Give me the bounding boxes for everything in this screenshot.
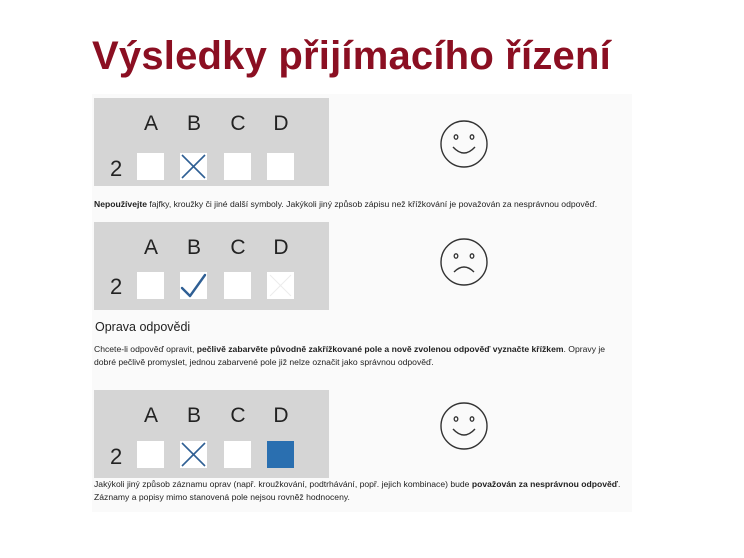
note-correction: Chcete-li odpověď opravit, pečlivě zabarvěte původně zakřížkované pole a nově zvolenou odpověď vyznačte křížkem. Opravy je dobré pečlivě promyslet, jednou zabarvené pole již nelze označit jako správnou odpověď. — [94, 344, 606, 367]
answer-box-a — [137, 272, 164, 299]
column-label-d: D — [273, 404, 289, 427]
column-label-a: A — [143, 236, 158, 259]
column-label-a: A — [143, 112, 158, 135]
question-number: 2 — [110, 156, 123, 181]
answer-box-a — [137, 441, 164, 468]
instructions-figure — [92, 94, 632, 512]
sad-face-icon — [438, 236, 490, 288]
answer-example-2 — [94, 222, 329, 310]
column-label-c: C — [230, 236, 246, 259]
section-title: Oprava odpovědi — [95, 320, 191, 334]
answer-box-a — [137, 153, 164, 180]
faint-cross-icon — [267, 272, 294, 299]
answer-box-c — [224, 272, 251, 299]
cross-mark-icon — [180, 153, 207, 180]
column-label-c: C — [230, 404, 246, 427]
filled-answer-box-d — [267, 441, 294, 468]
answer-example-1 — [94, 98, 329, 186]
column-label-b: B — [186, 112, 201, 135]
answer-box-b — [180, 272, 207, 299]
column-label-a: A — [143, 404, 158, 427]
question-number: 2 — [110, 444, 123, 469]
column-label-c: C — [230, 112, 246, 135]
column-label-b: B — [186, 404, 201, 427]
answer-example-3 — [94, 390, 329, 478]
answer-box-d — [267, 272, 294, 299]
column-label-b: B — [186, 236, 201, 259]
answer-box-d — [267, 153, 294, 180]
column-label-d: D — [273, 236, 289, 259]
check-mark-icon — [180, 272, 207, 299]
answer-box-c — [224, 441, 251, 468]
answer-box-b — [180, 153, 207, 180]
question-number: 2 — [110, 274, 123, 299]
happy-face-icon — [438, 118, 490, 170]
happy-face-icon — [438, 400, 490, 452]
slide-title: Výsledky přijímacího řízení — [92, 34, 611, 78]
answer-box-c — [224, 153, 251, 180]
cross-mark-icon — [180, 441, 207, 468]
note-other-corrections: Jakýkoli jiný způsob záznamu oprav (např. kroužkování, podtrhávání, popř. jejich kombinace) bude považován za nesprávnou odpověď. Záznamy a popisy mimo stanovená pole nejsou rovněž hodnoceny. — [94, 479, 621, 502]
answer-box-b — [180, 441, 207, 468]
note-no-symbols: Nepoužívejte fajfky, kroužky či jiné další symboly. Jakýkoli jiný způsob zápisu než křížkování je považován za nesprávnou odpověď. — [94, 199, 598, 209]
column-label-d: D — [273, 112, 289, 135]
